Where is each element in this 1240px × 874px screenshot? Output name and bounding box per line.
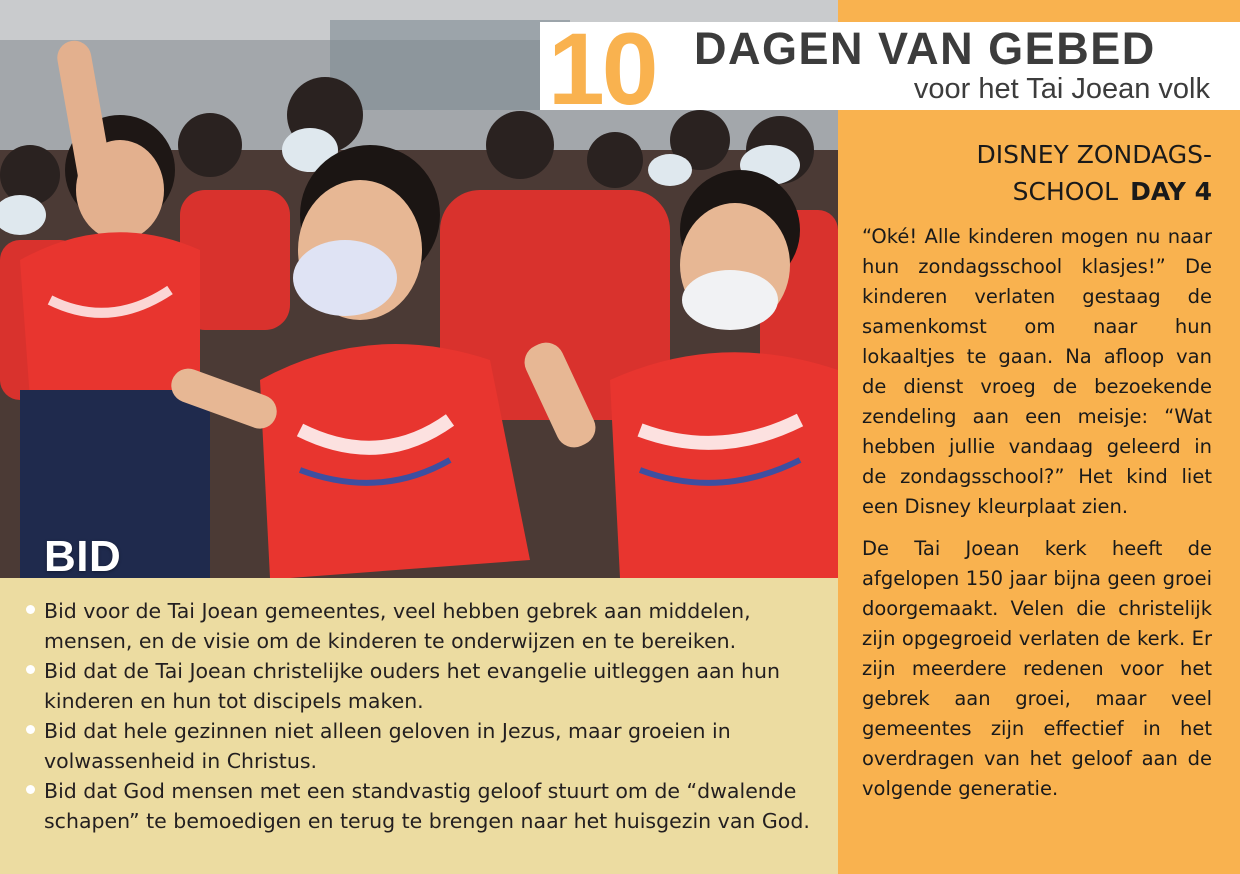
story-paragraph: “Oké! Alle kinderen mogen nu naar hun zondagsschool klasjes!” De kinderen verlaten gestaag de samenkomst om naar hun lokaaltjes te gaan. Na afloop van de dienst vroeg de bezoekende zendeling aan een meisje: “Wat hebben jullie vandaag geleerd in de zondagsschool?” Het kind liet een Disney kleurplaat zien.	[862, 225, 1212, 518]
story-title	[862, 136, 1212, 210]
banner-number: 10	[548, 12, 656, 126]
banner-subtitle: voor het Tai Joean volk	[913, 73, 1210, 105]
prayer-item: Bid dat hele gezinnen niet alleen geloven in Jezus, maar groeien in volwassenheid in Christus.	[26, 716, 826, 776]
story-paragraph: De Tai Joean kerk heeft de afgelopen 150 jaar bijna geen groei doorgemaakt. Velen die christelijk zijn opgegroeid verlaten de kerk. Er zijn meerdere redenen voor het gebrek aan groei, maar veel gemeentes zijn effectief in het overdragen van het geloof aan de volgende generatie.	[862, 537, 1212, 800]
prayer-heading: BID	[44, 532, 122, 578]
prayer-item: Bid dat God mensen met een standvastig geloof stuurt om de “dwalende schapen” te bemoedigen en terug te brengen naar het huisgezin van God.	[26, 776, 826, 836]
prayer-list	[0, 578, 826, 836]
prayer-item: Bid dat de Tai Joean christelijke ouders het evangelie uitleggen aan hun kinderen en hun tot discipels maken.	[26, 656, 826, 716]
story-column	[862, 136, 1212, 816]
title-banner	[540, 12, 1240, 126]
prayer-box	[0, 578, 838, 874]
prayer-item: Bid voor de Tai Joean gemeentes, veel hebben gebrek aan middelen, mensen, en de visie om de kinderen te onderwijzen en te bereiken.	[26, 596, 826, 656]
banner-title: DAGEN VAN GEBED	[694, 23, 1156, 74]
day-label: DAY 4	[1130, 177, 1212, 206]
story-title-line2: SCHOOL	[1012, 177, 1119, 206]
story-title-line1: DISNEY ZONDAGS-	[976, 140, 1212, 169]
